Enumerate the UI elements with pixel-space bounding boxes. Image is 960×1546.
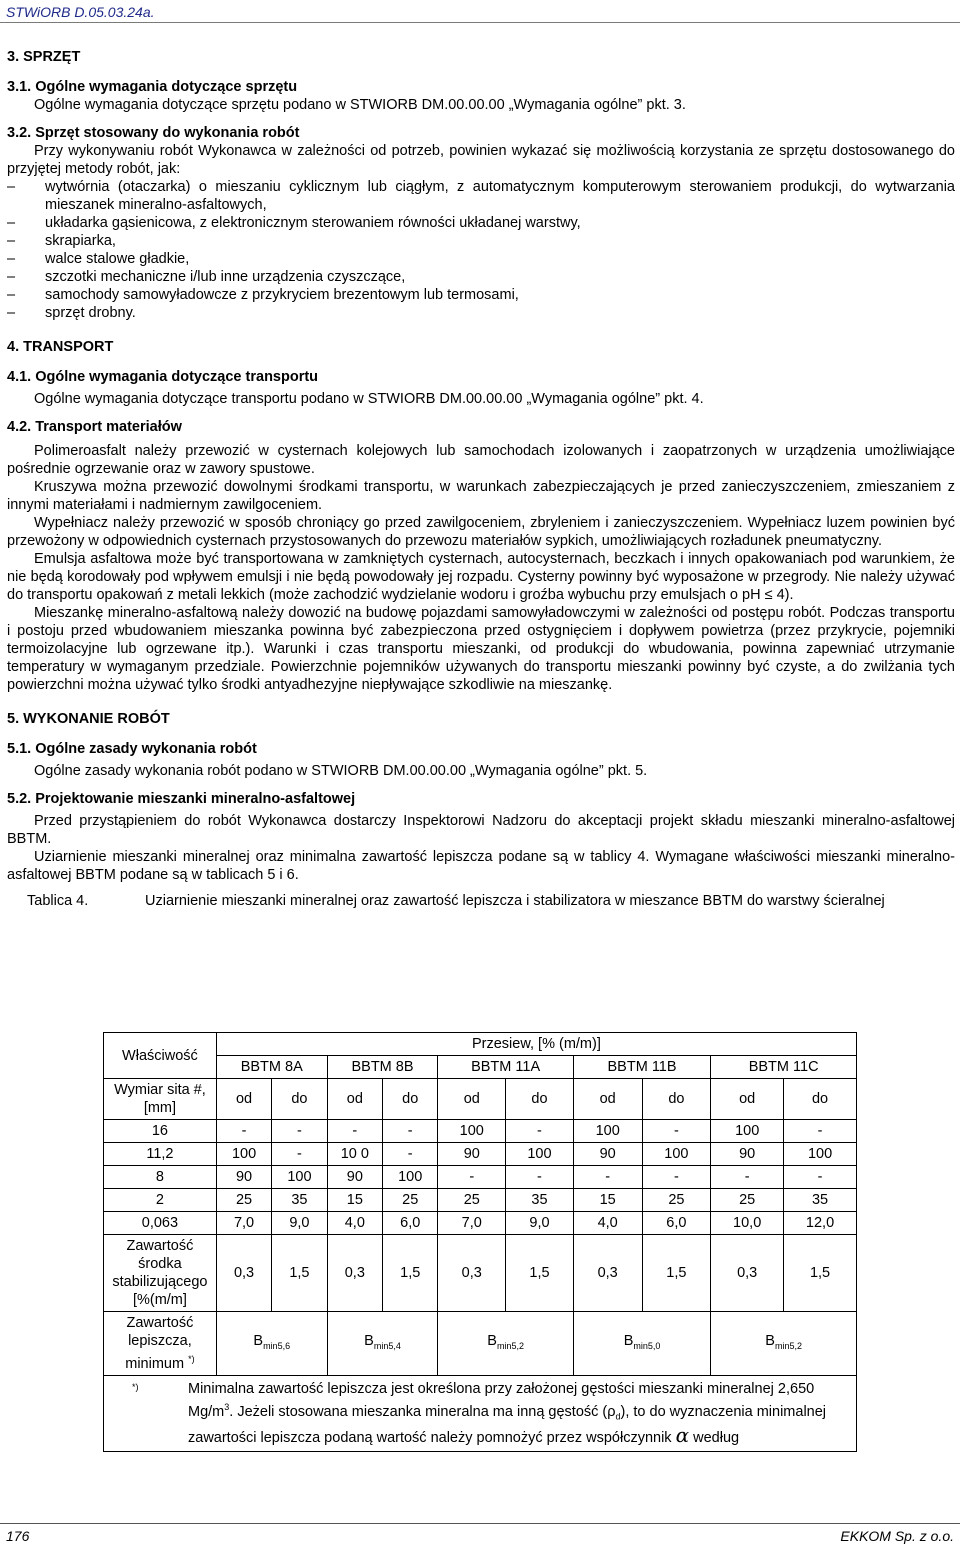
binder-cell: $B_{min5,2}$ xyxy=(711,1312,857,1376)
table-cell: 100 xyxy=(784,1143,857,1166)
table-cell: - xyxy=(272,1120,327,1143)
type-header: BBTM 11B xyxy=(573,1056,710,1079)
table-cell: 0,063 xyxy=(104,1212,217,1235)
table-cell: 0,3 xyxy=(711,1235,784,1312)
do-cell: do xyxy=(383,1079,438,1120)
table-row xyxy=(104,1212,857,1235)
table-header-row xyxy=(104,1033,857,1056)
table-cell: 6,0 xyxy=(642,1212,711,1235)
table-row xyxy=(104,1189,857,1212)
table-cell: 9,0 xyxy=(506,1212,574,1235)
list-item: – wytwórnia (otaczarka) o mieszaniu cyklicznym lub ciągłym, z automatycznym komputerowym sterowaniem produkcji, do wytwarzania mieszanek mineralno-asfaltowych, xyxy=(7,179,955,213)
table-footnote: *) Minimalna zawartość lepiszcza jest określona przy założonej gęstości mieszanki mineralnej 2,650 $Mg/m^3$. Jeżeli stosowana mieszanka mineralna ma inną gęstość $(\rho_d)$, to do wyznaczenia minimalnej zawartości lepiszcza podaną wartość należy pomnożyć przez współczynnik α według xyxy=(104,1375,857,1451)
od-cell: od xyxy=(573,1079,642,1120)
do-cell: do xyxy=(642,1079,711,1120)
paragraph: Polimeroasfalt należy przewozić w cysternach kolejowych lub samochodach izolowanych i zaopatrzonych w urządzenia umożliwiające pośrednie ogrzewanie oraz w zawory spustowe. xyxy=(7,443,955,477)
table-cell: - xyxy=(784,1166,857,1189)
table-cell: - xyxy=(506,1166,574,1189)
binder-label: Zawartość lepiszcza, minimum *) xyxy=(104,1312,217,1376)
paragraph: Przed przystąpieniem do robót Wykonawca dostarczy Inspektorowi Nadzoru do akceptacji projekt składu mieszanki mineralno-asfaltowej BBTM. xyxy=(7,813,955,847)
table-cell: 7,0 xyxy=(438,1212,506,1235)
table-cell: 12,0 xyxy=(784,1212,857,1235)
paragraph: Wypełniacz należy przewozić w sposób chroniący go przed zawilgoceniem, zbryleniem i zanieczyszczeniem. Wypełniacz luzem powinien być przewożony w odpowiednich cysternach przystosowanych do przewozu materiałów sypkich, umożliwiających rozładunek pneumatyczny. xyxy=(7,515,955,549)
od-cell: od xyxy=(216,1079,271,1120)
table-label: Tablica 4. xyxy=(27,893,89,909)
table-cell: 16 xyxy=(104,1120,217,1143)
binder-cell: $B_{min5,6}$ xyxy=(216,1312,327,1376)
table-cell: - xyxy=(711,1166,784,1189)
table-cell: 35 xyxy=(506,1189,574,1212)
table-cell: 35 xyxy=(272,1189,327,1212)
table-cell: 25 xyxy=(383,1189,438,1212)
table-cell: 25 xyxy=(711,1189,784,1212)
binder-row xyxy=(104,1312,857,1376)
sieve-header: Wymiar sita #, [mm] xyxy=(104,1079,217,1120)
table-cell: 1,5 xyxy=(383,1235,438,1312)
table-cell: 8 xyxy=(104,1166,217,1189)
equipment-list xyxy=(7,178,955,322)
table-cell: 1,5 xyxy=(506,1235,574,1312)
table-cell: 1,5 xyxy=(784,1235,857,1312)
list-item: – walce stalowe gładkie, xyxy=(7,251,190,267)
table-cell: 4,0 xyxy=(327,1212,382,1235)
table-cell: 90 xyxy=(327,1166,382,1189)
type-header: BBTM 8A xyxy=(216,1056,327,1079)
footnote-row xyxy=(104,1375,857,1451)
table-cell: 90 xyxy=(438,1143,506,1166)
list-item: – samochody samowyładowcze z przykryciem brezentowym lub termosami, xyxy=(7,287,519,303)
binder-cell: $B_{min5,0}$ xyxy=(573,1312,710,1376)
table-cell: 11,2 xyxy=(104,1143,217,1166)
section-3-1-text: Ogólne wymagania dotyczące sprzętu podano w STWIORB DM.00.00.00 „Wymagania ogólne” pkt. 3. xyxy=(34,97,686,113)
table-caption xyxy=(7,892,955,910)
section-5-title: 5. WYKONANIE ROBÓT xyxy=(7,711,170,727)
header-rule xyxy=(0,22,960,23)
table-cell: 0,3 xyxy=(327,1235,382,1312)
paragraph: Uziarnienie mieszanki mineralnej oraz minimalna zawartość lepiszcza podane są w tablicy 4. Wymagane właściwości mieszanki mineralno-asfaltowej BBTM podane są w tablicach 5 i 6. xyxy=(7,849,955,883)
table-cell: 1,5 xyxy=(642,1235,711,1312)
table-caption-text: Uziarnienie mieszanki mineralnej oraz zawartość lepiszcza i stabilizatora w mieszance BBTM do warstwy ścieralnej xyxy=(145,893,885,909)
section-4-1-text: Ogólne wymagania dotyczące transportu podano w STWIORB DM.00.00.00 „Wymagania ogólne” pkt. 4. xyxy=(34,391,704,407)
table-cell: 10,0 xyxy=(711,1212,784,1235)
table-cell: 25 xyxy=(438,1189,506,1212)
list-item: – układarka gąsienicowa, z elektronicznym sterowaniem równości układanej warstwy, xyxy=(7,215,581,231)
do-cell: do xyxy=(272,1079,327,1120)
document-body xyxy=(7,48,955,910)
running-header: STWiORB D.05.03.24a. xyxy=(6,4,155,20)
list-item: – skrapiarka, xyxy=(7,233,116,249)
section-4-title: 4. TRANSPORT xyxy=(7,339,114,355)
list-item: – sprzęt drobny. xyxy=(7,305,136,321)
types-row xyxy=(104,1056,857,1079)
list-item: – szczotki mechaniczne i/lub inne urządzenia czyszczące, xyxy=(7,269,406,285)
table-cell: 15 xyxy=(573,1189,642,1212)
paragraph: Mieszankę mineralno-asfaltową należy dowozić na budowę pojazdami samowyładowczymi w zależności od postępu robót. Podczas transportu i postoju przed wbudowaniem mieszanka powinna być zabezpieczona przed ostygnięciem i dopływem powietrza (przez przykrycie, pojemniki termoizolacyjne lub ogrzewane itp.). Warunki i czas transportu mieszanki, od produkcji do wbudowania, powinna zapewniać utrzymanie temperatury w wymaganym przedziale. Powierzchnie pojemników używanych do transportu mieszanki powinny być czyste, a do zwilżania tych powierzchni można używać tylko środki antyadhezyjne niepływające szkodliwie na mieszankę. xyxy=(7,605,955,693)
table-cell: - xyxy=(438,1166,506,1189)
section-3-title: 3. SPRZĘT xyxy=(7,49,81,65)
type-header: BBTM 11A xyxy=(438,1056,573,1079)
table-cell: 35 xyxy=(784,1189,857,1212)
section-3-2-text: Przy wykonywaniu robót Wykonawca w zależności od potrzeb, powinien wykazać się możliwością korzystania ze sprzętu dostosowanego do przyjętej metody robót, jak: xyxy=(7,143,955,177)
table-cell: 0,3 xyxy=(438,1235,506,1312)
table-cell: - xyxy=(784,1120,857,1143)
section-3-2-title: 3.2. Sprzęt stosowany do wykonania robót xyxy=(7,125,300,141)
table-cell: 90 xyxy=(573,1143,642,1166)
table-cell: - xyxy=(642,1166,711,1189)
section-5-1-text: Ogólne zasady wykonania robót podano w STWIORB DM.00.00.00 „Wymagania ogólne” pkt. 5. xyxy=(34,763,648,779)
table-cell: 100 xyxy=(272,1166,327,1189)
table-row xyxy=(104,1120,857,1143)
table-cell: 100 xyxy=(642,1143,711,1166)
od-do-row xyxy=(104,1079,857,1120)
page-number: 176 xyxy=(6,1528,30,1544)
table-cell: - xyxy=(216,1120,271,1143)
type-header: BBTM 8B xyxy=(327,1056,438,1079)
property-header: Właściwość xyxy=(104,1033,217,1079)
grading-table xyxy=(103,1032,857,1452)
table-cell: - xyxy=(272,1143,327,1166)
table-cell: 25 xyxy=(642,1189,711,1212)
binder-cell: $B_{min5,4}$ xyxy=(327,1312,438,1376)
table-cell: 6,0 xyxy=(383,1212,438,1235)
table-cell: - xyxy=(506,1120,574,1143)
table-cell: Zawartość środka stabilizującego [%(m/m] xyxy=(104,1235,217,1312)
section-4-1-title: 4.1. Ogólne wymagania dotyczące transportu xyxy=(7,369,319,385)
do-cell: do xyxy=(506,1079,574,1120)
type-header: BBTM 11C xyxy=(711,1056,857,1079)
table-cell: 9,0 xyxy=(272,1212,327,1235)
table-cell: 25 xyxy=(216,1189,271,1212)
group-header: Przesiew, [% (m/m)] xyxy=(216,1033,856,1056)
section-5-1-title: 5.1. Ogólne zasady wykonania robót xyxy=(7,741,257,757)
table-cell: - xyxy=(327,1120,382,1143)
do-cell: do xyxy=(784,1079,857,1120)
binder-cell: $B_{min5,2}$ xyxy=(438,1312,573,1376)
table-cell: - xyxy=(383,1143,438,1166)
table-cell: 0,3 xyxy=(216,1235,271,1312)
table-cell: 100 xyxy=(506,1143,574,1166)
od-cell: od xyxy=(711,1079,784,1120)
paragraph: Emulsja asfaltowa może być transportowana w zamkniętych cysternach, autocysternach, beczkach i innych opakowaniach pod warunkiem, że nie będą korodowały pod wpływem emulsji i nie będą powodowały jej rozpadu. Cysterny powinny być wyposażone w przegrody. Nie należy używać do transportu opakowań z metali lekkich (może zachodzić wydzielanie wodoru i groźba wybuchu przy emulsjach o pH ≤ 4). xyxy=(7,551,955,603)
table-cell: - xyxy=(383,1120,438,1143)
footer-company: EKKOM Sp. z o.o. xyxy=(840,1528,954,1544)
table-cell: 100 xyxy=(573,1120,642,1143)
table-cell: 7,0 xyxy=(216,1212,271,1235)
table-cell: 100 xyxy=(216,1143,271,1166)
table-cell: 15 xyxy=(327,1189,382,1212)
section-5-2-title: 5.2. Projektowanie mieszanki mineralno-asfaltowej xyxy=(7,791,356,807)
table-cell: - xyxy=(642,1120,711,1143)
table-cell: 90 xyxy=(216,1166,271,1189)
table-cell: 4,0 xyxy=(573,1212,642,1235)
table-cell: - xyxy=(573,1166,642,1189)
paragraph: Kruszywa można przewozić dowolnymi środkami transportu, w warunkach zabezpieczających je przed zanieczyszczeniem, zmieszaniem z innymi materiałami i nadmiernym zawilgoceniem. xyxy=(7,479,955,513)
table-cell: 1,5 xyxy=(272,1235,327,1312)
od-cell: od xyxy=(327,1079,382,1120)
table-cell: 10 0 xyxy=(327,1143,382,1166)
section-4-2-title: 4.2. Transport materiałów xyxy=(7,419,182,435)
od-cell: od xyxy=(438,1079,506,1120)
table-cell: 0,3 xyxy=(573,1235,642,1312)
table-cell: 100 xyxy=(438,1120,506,1143)
table-cell: 2 xyxy=(104,1189,217,1212)
table-cell: 100 xyxy=(711,1120,784,1143)
table-cell: 90 xyxy=(711,1143,784,1166)
table-row xyxy=(104,1143,857,1166)
table-row xyxy=(104,1166,857,1189)
table-cell: 100 xyxy=(383,1166,438,1189)
table-row xyxy=(104,1235,857,1312)
footer-rule xyxy=(0,1523,960,1524)
section-3-1-title: 3.1. Ogólne wymagania dotyczące sprzętu xyxy=(7,79,298,95)
